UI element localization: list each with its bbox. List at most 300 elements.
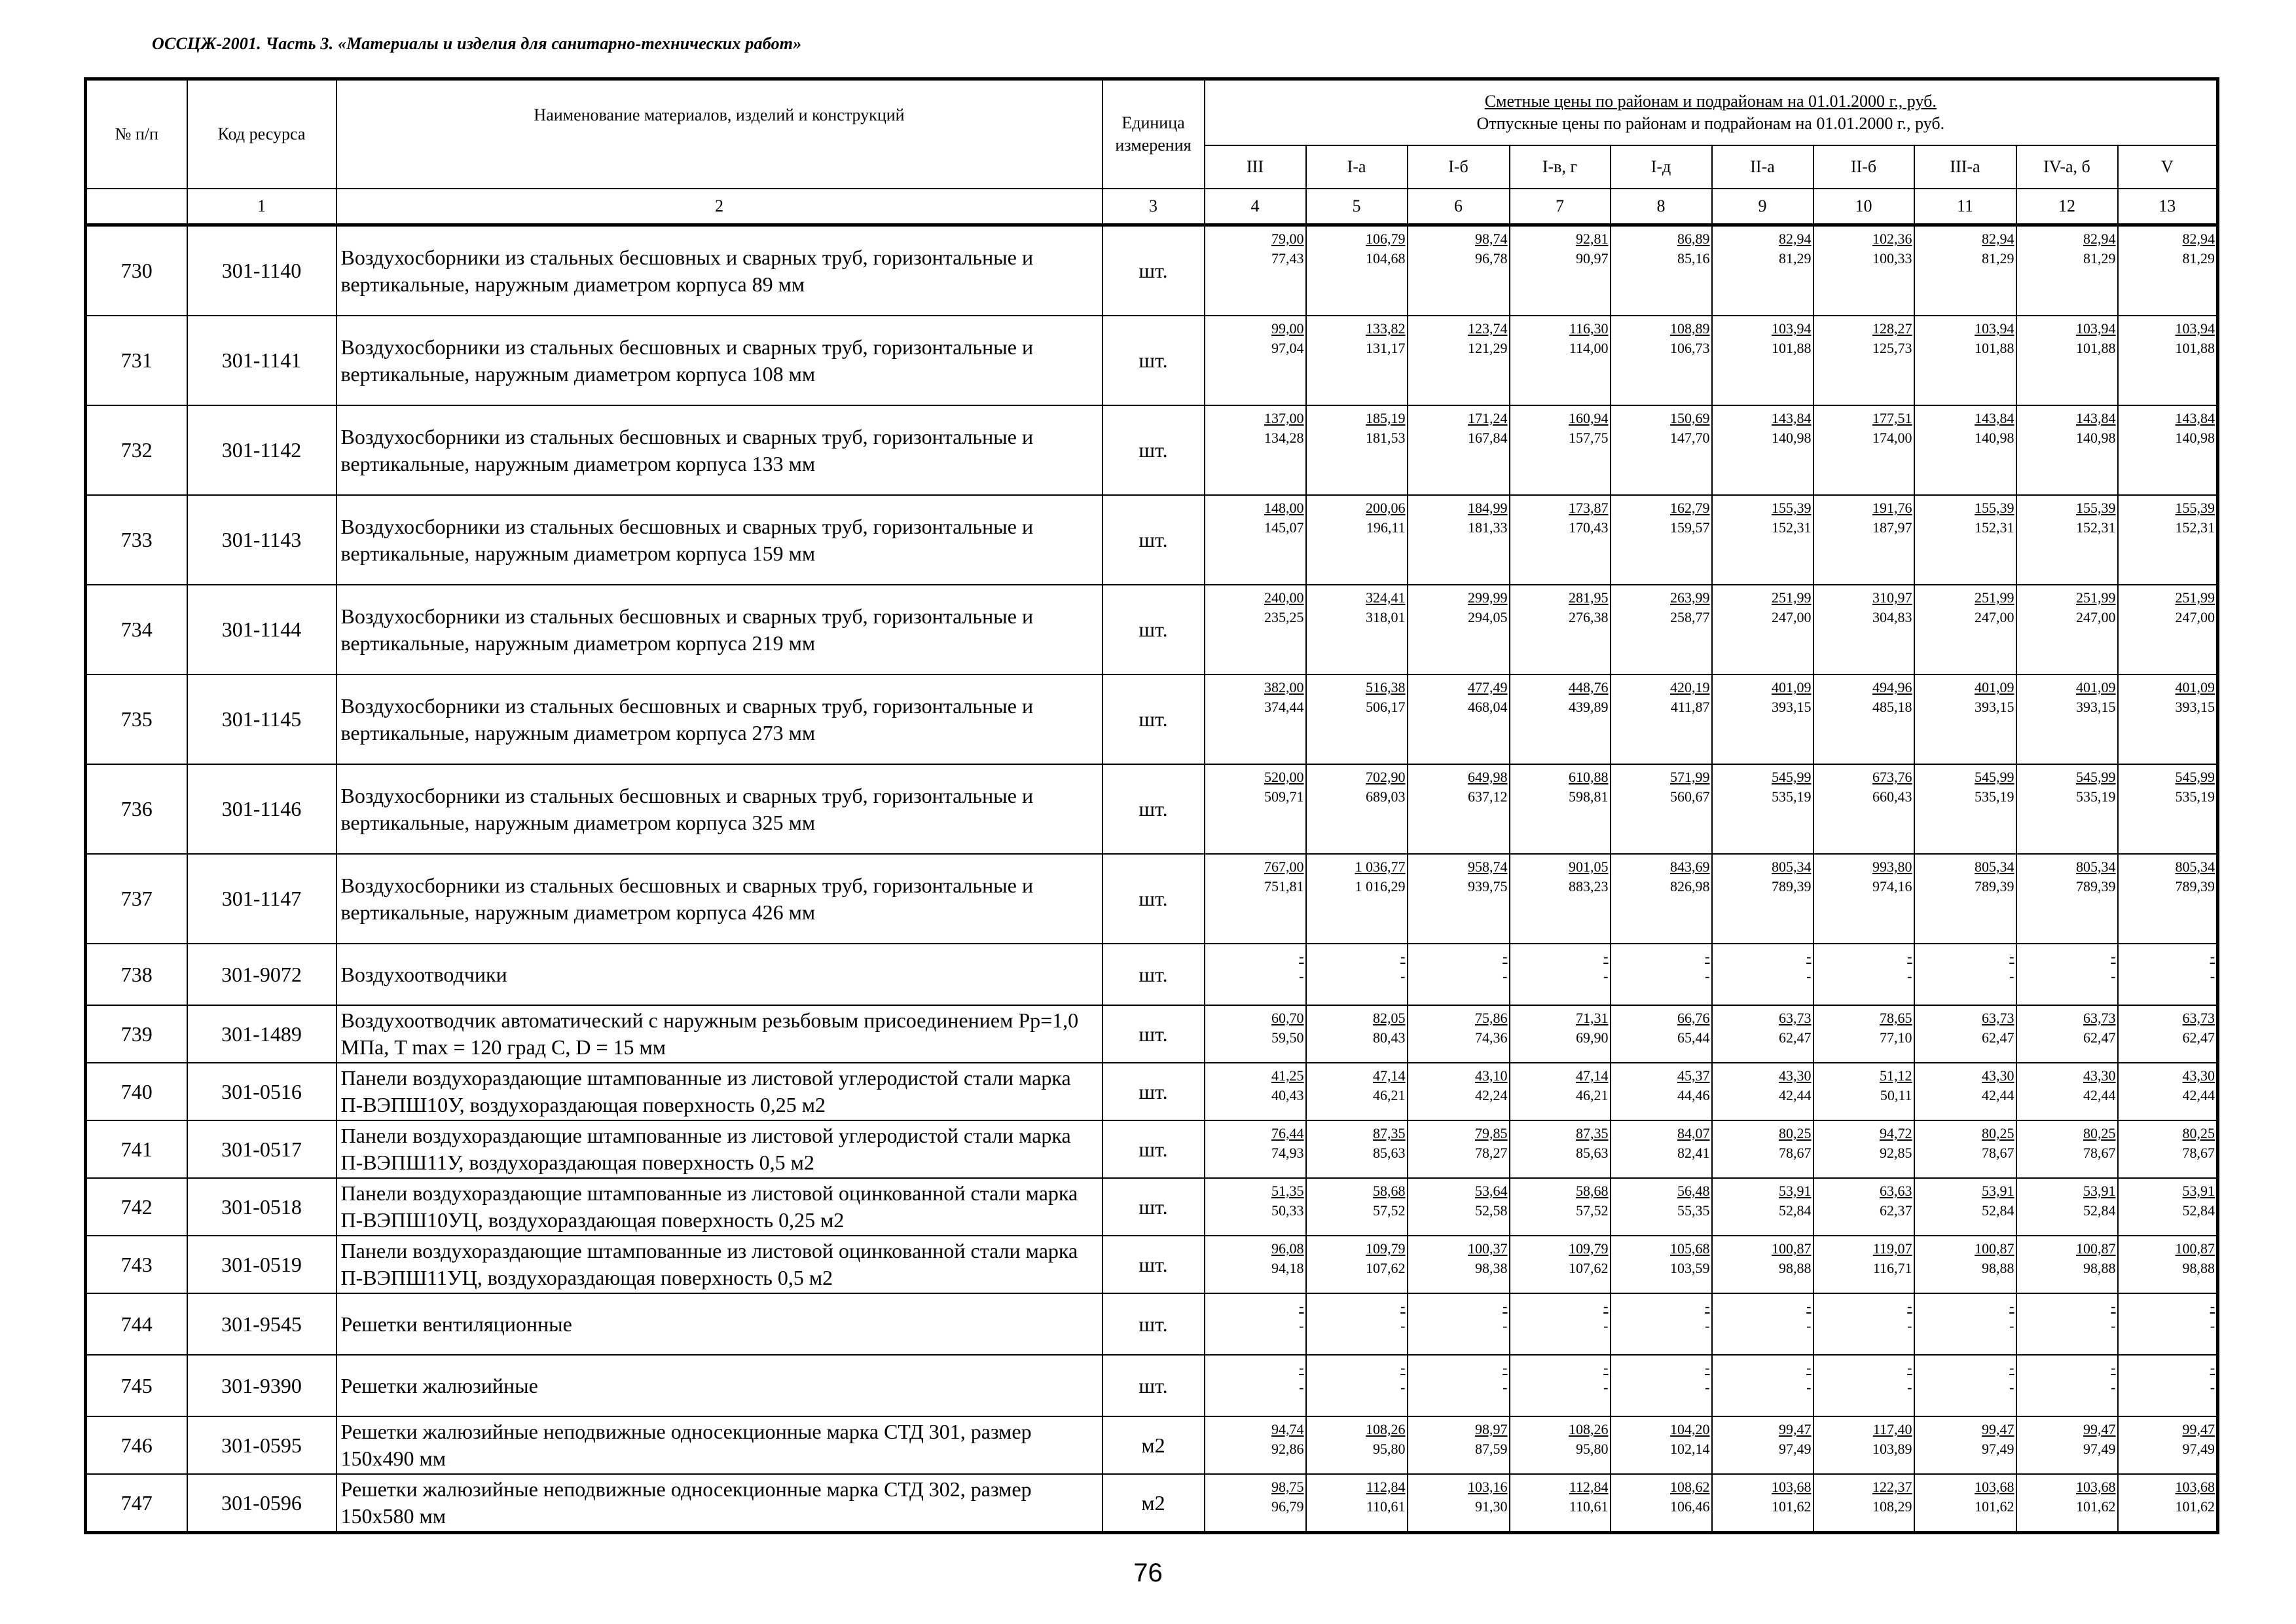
price-cell — [1205, 944, 1306, 1005]
estimated-price: 53,91 — [1982, 1183, 2014, 1199]
estimated-price: 150,69 — [1670, 410, 1710, 426]
release-price: 62,47 — [2182, 1029, 2215, 1046]
estimated-price: - — [1907, 1359, 1912, 1376]
material-name: Воздухосборники из стальных бесшовных и сварных труб, горизонтальные и вертикальные, наружным диаметром корпуса 159 мм — [337, 495, 1102, 585]
resource-code: 301-9545 — [187, 1293, 337, 1355]
price-cell — [2016, 1120, 2118, 1178]
resource-code: 301-0595 — [187, 1416, 337, 1474]
price-cell — [1914, 405, 2016, 495]
release-price: 411,87 — [1670, 699, 1710, 715]
material-name: Воздухоотводчики — [337, 944, 1102, 1005]
price-cell — [1611, 1236, 1712, 1293]
estimated-price: 520,00 — [1264, 769, 1304, 785]
estimated-price: 53,91 — [2083, 1183, 2116, 1199]
release-price: 751,81 — [1264, 878, 1304, 895]
price-cell — [1306, 1293, 1408, 1355]
release-price: 77,10 — [1880, 1029, 1912, 1046]
price-cell — [1813, 1474, 1914, 1533]
release-price: 152,31 — [2175, 519, 2215, 536]
table-row — [86, 585, 2218, 674]
estimated-price: 155,39 — [1772, 500, 1812, 516]
material-name: Решетки вентиляционные — [337, 1293, 1102, 1355]
estimated-price: 184,99 — [1468, 500, 1508, 516]
price-cell — [1408, 1063, 1510, 1120]
estimated-price: 53,64 — [1475, 1183, 1508, 1199]
estimated-price: 610,88 — [1569, 769, 1609, 785]
material-name: Панели воздухораздающие штампованные из листовой оцинкованной стали марка П-ВЭПШ10УЦ, воздухораздающая поверхность 0,25 м2 — [337, 1178, 1102, 1236]
material-name: Воздухоотводчик автоматический с наружным резьбовым присоединением Рр=1,0 МПа, T max = 120 град С, D = 15 мм — [337, 1005, 1102, 1063]
price-cell — [1712, 495, 1813, 585]
table-row — [86, 674, 2218, 764]
estimated-price: 99,00 — [1271, 320, 1304, 337]
col-number: 2 — [337, 189, 1102, 225]
release-price: 98,88 — [2083, 1260, 2116, 1276]
release-price: - — [1705, 968, 1710, 984]
price-cell — [1510, 764, 1611, 854]
release-price: 247,00 — [1772, 609, 1812, 625]
price-cell — [1510, 854, 1611, 944]
price-cell — [1306, 1474, 1408, 1533]
price-cell — [1914, 225, 2016, 316]
price-cell — [1510, 1236, 1611, 1293]
release-price: - — [2111, 1318, 2116, 1334]
row-number: 742 — [86, 1178, 187, 1236]
release-price: 134,28 — [1264, 430, 1304, 446]
row-number: 734 — [86, 585, 187, 674]
release-price: 74,36 — [1475, 1029, 1508, 1046]
release-price: 85,63 — [1373, 1145, 1406, 1161]
price-cell — [2118, 1236, 2218, 1293]
col-number: 1 — [187, 189, 337, 225]
estimated-price: 516,38 — [1366, 679, 1406, 695]
price-cell — [1712, 1474, 1813, 1533]
estimated-price: - — [1806, 948, 1812, 965]
col-number: 8 — [1611, 189, 1712, 225]
unit-of-measure: шт. — [1102, 405, 1205, 495]
release-price: 85,63 — [1576, 1145, 1609, 1161]
estimated-price: 63,73 — [2182, 1010, 2215, 1026]
row-number: 747 — [86, 1474, 187, 1533]
estimated-price: 100,87 — [1772, 1240, 1812, 1257]
estimated-price: 80,25 — [2182, 1125, 2215, 1141]
estimated-price: 137,00 — [1264, 410, 1304, 426]
price-cell — [1510, 1474, 1611, 1533]
price-cell — [1306, 1178, 1408, 1236]
row-number: 741 — [86, 1120, 187, 1178]
price-cell — [1205, 1236, 1306, 1293]
price-cell — [1611, 1474, 1712, 1533]
table-row — [86, 1178, 2218, 1236]
price-cell — [1205, 316, 1306, 405]
estimated-price: 251,99 — [1975, 589, 2014, 606]
unit-of-measure: шт. — [1102, 1236, 1205, 1293]
price-cell — [1914, 1416, 2016, 1474]
unit-of-measure: шт. — [1102, 495, 1205, 585]
release-price: - — [1299, 1379, 1304, 1395]
release-price: 159,57 — [1670, 519, 1710, 536]
row-number: 731 — [86, 316, 187, 405]
release-price: 439,89 — [1569, 699, 1609, 715]
price-cell — [1408, 1178, 1510, 1236]
estimated-price: - — [1503, 1359, 1508, 1376]
estimated-price: 767,00 — [1264, 858, 1304, 875]
release-price: 57,52 — [1576, 1202, 1609, 1219]
price-cell — [1914, 764, 2016, 854]
material-name: Панели воздухораздающие штампованные из листовой углеродистой стали марка П-ВЭПШ10У, воздухораздающая поверхность 0,25 м2 — [337, 1063, 1102, 1120]
release-price: 101,88 — [1975, 340, 2014, 356]
col-number: 5 — [1306, 189, 1408, 225]
price-cell — [1914, 495, 2016, 585]
estimated-price: 133,82 — [1366, 320, 1406, 337]
estimated-price: 382,00 — [1264, 679, 1304, 695]
release-price: 121,29 — [1468, 340, 1508, 356]
release-price: 235,25 — [1264, 609, 1304, 625]
estimated-price: - — [1806, 1298, 1812, 1314]
price-cell — [1712, 1355, 1813, 1416]
estimated-price: 100,87 — [2076, 1240, 2116, 1257]
page-number: 76 — [1133, 1559, 1163, 1587]
estimated-price: 94,72 — [1880, 1125, 1912, 1141]
estimated-price: 155,39 — [2175, 500, 2215, 516]
estimated-price: - — [2111, 948, 2116, 965]
estimated-price: - — [1299, 1298, 1304, 1314]
estimated-price: - — [2111, 1298, 2116, 1314]
release-price: 80,43 — [1373, 1029, 1406, 1046]
unit-of-measure: шт. — [1102, 225, 1205, 316]
price-cell — [2016, 316, 2118, 405]
row-number: 732 — [86, 405, 187, 495]
price-cell — [1408, 1005, 1510, 1063]
page-header: ОССЦЖ-2001. Часть 3. «Материалы и изделия для санитарно-технических работ» — [152, 34, 802, 53]
release-price: 125,73 — [1872, 340, 1912, 356]
release-price: 393,15 — [1772, 699, 1812, 715]
price-cell — [2016, 1416, 2118, 1474]
release-price: 152,31 — [1975, 519, 2014, 536]
release-price: 187,97 — [1872, 519, 1912, 536]
price-cell — [1408, 225, 1510, 316]
estimated-price: 109,79 — [1569, 1240, 1609, 1257]
row-number: 746 — [86, 1416, 187, 1474]
estimated-price: 171,24 — [1468, 410, 1508, 426]
estimated-price: 63,63 — [1880, 1183, 1912, 1199]
estimated-price: 200,06 — [1366, 500, 1406, 516]
release-price: 104,68 — [1366, 250, 1406, 267]
release-price: 100,33 — [1872, 250, 1912, 267]
release-price: 96,78 — [1475, 250, 1508, 267]
price-cell — [1712, 316, 1813, 405]
estimated-price: 63,73 — [2083, 1010, 2116, 1026]
estimated-price: 103,68 — [2175, 1479, 2215, 1495]
release-price: 81,29 — [2182, 250, 2215, 267]
release-price: 535,19 — [1772, 788, 1812, 805]
release-price: 393,15 — [2175, 699, 2215, 715]
price-cell — [1813, 854, 1914, 944]
release-price: 97,49 — [1982, 1441, 2014, 1457]
material-name: Решетки жалюзийные неподвижные односекционные марка СТД 301, размер 150х490 мм — [337, 1416, 1102, 1474]
price-cell — [1205, 405, 1306, 495]
price-cell — [1205, 1178, 1306, 1236]
row-number: 739 — [86, 1005, 187, 1063]
release-price: 101,62 — [2175, 1498, 2215, 1515]
price-cell — [1914, 1236, 2016, 1293]
estimated-price: 58,68 — [1373, 1183, 1406, 1199]
estimated-price: 401,09 — [2076, 679, 2116, 695]
price-cell — [2118, 495, 2218, 585]
estimated-price: 51,12 — [1880, 1067, 1912, 1084]
region-header: I-а — [1306, 145, 1408, 189]
price-cell — [1611, 944, 1712, 1005]
release-price: - — [1503, 1379, 1508, 1395]
material-name: Воздухосборники из стальных бесшовных и сварных труб, горизонтальные и вертикальные, наружным диаметром корпуса 108 мм — [337, 316, 1102, 405]
release-price: 1 016,29 — [1355, 878, 1406, 895]
release-price: 59,50 — [1271, 1029, 1304, 1046]
release-price: 318,01 — [1366, 609, 1406, 625]
resource-code: 301-0596 — [187, 1474, 337, 1533]
release-price: 65,44 — [1677, 1029, 1710, 1046]
release-price: 91,30 — [1475, 1498, 1508, 1515]
estimated-price: 162,79 — [1670, 500, 1710, 516]
estimated-price: - — [1705, 1359, 1710, 1376]
release-price: 96,79 — [1271, 1498, 1304, 1515]
estimated-price: 66,76 — [1677, 1010, 1710, 1026]
price-cell — [1510, 585, 1611, 674]
unit-of-measure: шт. — [1102, 1120, 1205, 1178]
col-number: 9 — [1712, 189, 1813, 225]
release-price: 107,62 — [1569, 1260, 1609, 1276]
price-cell — [1408, 1236, 1510, 1293]
estimated-price: - — [2009, 948, 2014, 965]
estimated-price: 100,87 — [1975, 1240, 2014, 1257]
release-price: 107,62 — [1366, 1260, 1406, 1276]
estimated-price: 60,70 — [1271, 1010, 1304, 1026]
price-cell — [2118, 1416, 2218, 1474]
estimated-price: 63,73 — [1982, 1010, 2014, 1026]
price-cell — [2016, 1355, 2118, 1416]
col-number: 4 — [1205, 189, 1306, 225]
release-price: 81,29 — [1779, 250, 1812, 267]
estimated-price: 109,79 — [1366, 1240, 1406, 1257]
price-cell — [2118, 225, 2218, 316]
material-name: Воздухосборники из стальных бесшовных и сварных труб, горизонтальные и вертикальные, наружным диаметром корпуса 273 мм — [337, 674, 1102, 764]
release-price: 95,80 — [1373, 1441, 1406, 1457]
price-cell — [2118, 1063, 2218, 1120]
estimated-price: - — [1503, 948, 1508, 965]
release-price: - — [2009, 1379, 2014, 1395]
estimated-price: - — [1907, 948, 1912, 965]
estimated-price: 80,25 — [1982, 1125, 2014, 1141]
material-name: Воздухосборники из стальных бесшовных и сварных труб, горизонтальные и вертикальные, наружным диаметром корпуса 89 мм — [337, 225, 1102, 316]
estimated-price: 477,49 — [1468, 679, 1508, 695]
release-price: 97,49 — [2083, 1441, 2116, 1457]
estimated-price: 143,84 — [1772, 410, 1812, 426]
release-price: - — [2210, 968, 2215, 984]
price-cell — [1408, 1474, 1510, 1533]
table-row — [86, 1293, 2218, 1355]
price-cell — [1611, 225, 1712, 316]
price-cell — [2118, 1005, 2218, 1063]
release-price: 108,29 — [1872, 1498, 1912, 1515]
estimated-price: 99,47 — [1982, 1421, 2014, 1437]
price-cell — [1914, 854, 2016, 944]
price-cell — [1914, 1474, 2016, 1533]
release-price: 374,44 — [1264, 699, 1304, 715]
resource-code: 301-0519 — [187, 1236, 337, 1293]
estimated-price: 448,76 — [1569, 679, 1609, 695]
price-cell — [2016, 1293, 2118, 1355]
release-price: - — [1299, 968, 1304, 984]
estimated-price: 75,86 — [1475, 1010, 1508, 1026]
unit-of-measure: шт. — [1102, 1355, 1205, 1416]
estimated-price: 82,94 — [1982, 231, 2014, 247]
release-price: 939,75 — [1468, 878, 1508, 895]
price-cell — [1306, 1236, 1408, 1293]
price-cell — [1611, 674, 1712, 764]
estimated-price: 571,99 — [1670, 769, 1710, 785]
release-price: 103,59 — [1670, 1260, 1710, 1276]
release-price: - — [1503, 1318, 1508, 1334]
price-cell — [1611, 405, 1712, 495]
release-price: 69,90 — [1576, 1029, 1609, 1046]
row-number: 733 — [86, 495, 187, 585]
release-price: 42,44 — [2083, 1087, 2116, 1103]
estimated-price: 82,94 — [2182, 231, 2215, 247]
price-cell — [1306, 854, 1408, 944]
price-cell — [1712, 405, 1813, 495]
col-header-num: № п/п — [86, 79, 187, 189]
estimated-price: 100,87 — [2175, 1240, 2215, 1257]
release-price: 196,11 — [1366, 519, 1406, 536]
release-price: - — [2111, 968, 2116, 984]
estimated-price: 82,94 — [2083, 231, 2116, 247]
price-cell — [1813, 316, 1914, 405]
estimated-price: 649,98 — [1468, 769, 1508, 785]
release-price: 81,29 — [1982, 250, 2014, 267]
price-cell — [2016, 1178, 2118, 1236]
estimated-price: 148,00 — [1264, 500, 1304, 516]
estimated-price: 103,68 — [1772, 1479, 1812, 1495]
row-number: 730 — [86, 225, 187, 316]
estimated-price: 51,35 — [1271, 1183, 1304, 1199]
release-price: 140,98 — [2175, 430, 2215, 446]
release-price: 97,04 — [1271, 340, 1304, 356]
price-cell — [2016, 1005, 2118, 1063]
estimated-price: 96,08 — [1271, 1240, 1304, 1257]
release-price: 140,98 — [1772, 430, 1812, 446]
estimated-price: 112,84 — [1366, 1479, 1406, 1495]
price-cell — [1510, 1416, 1611, 1474]
estimated-price: - — [1806, 1359, 1812, 1376]
region-header: I-б — [1408, 145, 1510, 189]
release-price: 97,49 — [2182, 1441, 2215, 1457]
estimated-price: 108,26 — [1569, 1421, 1609, 1437]
resource-code: 301-0518 — [187, 1178, 337, 1236]
unit-of-measure: шт. — [1102, 585, 1205, 674]
release-price: - — [1907, 968, 1912, 984]
price-cell — [1205, 854, 1306, 944]
region-header: II-б — [1813, 145, 1914, 189]
release-price: 826,98 — [1670, 878, 1710, 895]
table-row — [86, 316, 2218, 405]
release-price: 106,46 — [1670, 1498, 1710, 1515]
release-price: 85,16 — [1677, 250, 1710, 267]
price-cell — [2118, 1293, 2218, 1355]
material-name: Панели воздухораздающие штампованные из листовой углеродистой стали марка П-ВЭПШ11У, воздухораздающая поверхность 0,5 м2 — [337, 1120, 1102, 1178]
price-cell — [1914, 674, 2016, 764]
release-price: - — [1603, 968, 1609, 984]
release-price: 57,52 — [1373, 1202, 1406, 1219]
release-price: 101,62 — [1975, 1498, 2014, 1515]
estimated-price: 41,25 — [1271, 1067, 1304, 1084]
release-price: 247,00 — [1975, 609, 2014, 625]
release-price: - — [1705, 1318, 1710, 1334]
release-price: 92,85 — [1880, 1145, 1912, 1161]
price-cell — [1712, 1416, 1813, 1474]
estimated-price: 177,51 — [1872, 410, 1912, 426]
price-cell — [1813, 1293, 1914, 1355]
estimated-price: 78,65 — [1880, 1010, 1912, 1026]
release-price: 535,19 — [1975, 788, 2014, 805]
estimated-price: 80,25 — [1779, 1125, 1812, 1141]
release-price: 52,84 — [2083, 1202, 2116, 1219]
release-price: 62,37 — [1880, 1202, 1912, 1219]
row-number: 738 — [86, 944, 187, 1005]
price-cell — [2016, 1063, 2118, 1120]
estimated-price: 103,94 — [2076, 320, 2116, 337]
price-cell — [1205, 764, 1306, 854]
price-cell — [1813, 1005, 1914, 1063]
release-price: 101,88 — [2076, 340, 2116, 356]
table-row — [86, 1355, 2218, 1416]
table-row — [86, 854, 2218, 944]
col-number: 7 — [1510, 189, 1611, 225]
release-price: 50,11 — [1880, 1087, 1912, 1103]
release-price: 167,84 — [1468, 430, 1508, 446]
price-cell — [1712, 944, 1813, 1005]
estimated-price: 299,99 — [1468, 589, 1508, 606]
price-cell — [1611, 1005, 1712, 1063]
release-price: 42,24 — [1475, 1087, 1508, 1103]
price-cell — [1712, 1293, 1813, 1355]
estimated-price: 401,09 — [2175, 679, 2215, 695]
price-cell — [1712, 1236, 1813, 1293]
release-price: 62,47 — [1982, 1029, 2014, 1046]
resource-code: 301-1146 — [187, 764, 337, 854]
price-cell — [2016, 854, 2118, 944]
release-price: 42,44 — [1982, 1087, 2014, 1103]
release-price: 94,18 — [1271, 1260, 1304, 1276]
price-cell — [1914, 585, 2016, 674]
region-header: III — [1205, 145, 1306, 189]
estimated-price: 805,34 — [2175, 858, 2215, 875]
table-row — [86, 1474, 2218, 1533]
price-cell — [2016, 1236, 2118, 1293]
estimated-price: - — [1503, 1298, 1508, 1314]
estimated-price: 103,68 — [2076, 1479, 2116, 1495]
release-price: - — [1806, 968, 1812, 984]
release-price: 174,00 — [1872, 430, 1912, 446]
release-price: 789,39 — [2175, 878, 2215, 895]
price-cell — [1813, 1063, 1914, 1120]
region-header: IV-а, б — [2016, 145, 2118, 189]
estimated-price: 143,84 — [2076, 410, 2116, 426]
price-cell — [1611, 1355, 1712, 1416]
resource-code: 301-0517 — [187, 1120, 337, 1178]
release-price: 247,00 — [2076, 609, 2116, 625]
estimated-price: 99,47 — [2182, 1421, 2215, 1437]
price-cell — [1306, 674, 1408, 764]
release-price: 598,81 — [1569, 788, 1609, 805]
unit-of-measure: м2 — [1102, 1416, 1205, 1474]
